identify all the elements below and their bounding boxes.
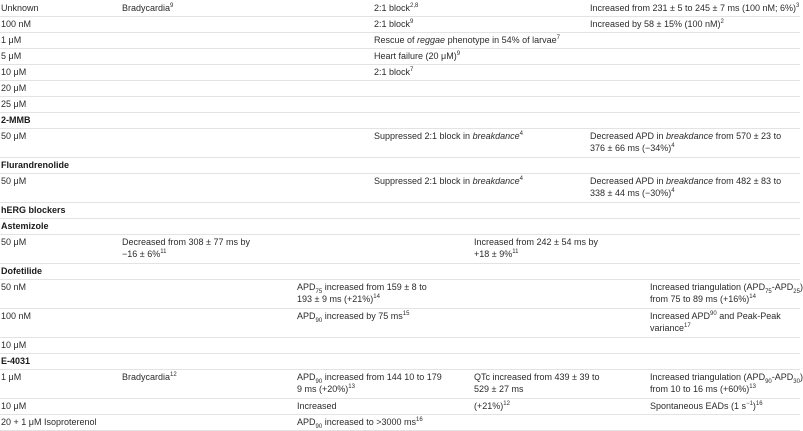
table-cell: 50 μM: [1, 131, 27, 141]
table-cell: 5 μM: [1, 51, 22, 61]
table-row: [0, 279, 803, 309]
table-cell: $APD_{90}$ increased from 144 10 to 179 9 ms $(+20\%)^{13}$: [297, 372, 442, 394]
table-row: [0, 398, 800, 415]
table-row: [0, 337, 800, 354]
table-cell: Decreased APD in breakdance from 482 ± 83 to 338 ± 44 ms $(-30\%)^4$: [590, 176, 782, 198]
table-cell: 10 μM: [1, 67, 27, 77]
table-cell: Unknown: [1, 3, 39, 13]
table-cell: Astemizole: [1, 221, 49, 231]
section-header-row: [0, 157, 800, 174]
section-header-row: [0, 218, 800, 235]
table-cell: Decreased from 308 ± 77 ms by −16 ± 6%$^{11}$: [122, 237, 250, 259]
table-cell: Flurandrenolide: [1, 160, 70, 170]
table-cell: 50 μM: [1, 176, 27, 186]
table-cell: 10 μM: [1, 340, 27, 350]
table-cell: Bradycardia$^9$: [122, 3, 174, 13]
table-cell: Heart failure (20 μM)$^9$: [374, 51, 461, 61]
table-row: [0, 234, 800, 264]
table-cell: Increased from 231 ± 5 to 245 ± 7 ms (100 nM; 6%)$^3$: [590, 3, 800, 13]
table-cell: $APD_{90}$ increased to >3000 $ms^{16}$: [297, 417, 423, 430]
table-cell: 2-MMB: [1, 115, 31, 125]
table-cell: Increased triangulation $(APD_{90}-APD_{30})$ from 10 to 16 ms $(+60\%)^{13}$: [650, 372, 803, 394]
table-cell: 2:1 block$^7$: [374, 67, 414, 77]
table-cell: hERG blockers: [1, 205, 66, 215]
table-cell: 50 nM: [1, 282, 27, 292]
table-cell: E-4031: [1, 356, 31, 366]
table-cell: Increased by 58 ± 15% (100 nM)$^2$: [590, 19, 724, 29]
table-cell: 100 nM: [1, 19, 32, 29]
table-cell: Decreased APD in breakdance from 570 ± 23 to 376 ± 66 ms $(-34\%)^4$: [590, 131, 782, 153]
table-cell: Dofetilide: [1, 266, 43, 276]
table-cell: 100 nM: [1, 311, 32, 321]
table-cell: Increased from 242 ± 54 ms by +18 ± 9%$^{11}$: [474, 237, 598, 259]
table-row: [0, 0, 800, 17]
table-cell: Suppressed 2:1 block in breakdance$^4$: [374, 131, 523, 141]
table-cell: 25 μM: [1, 99, 27, 109]
table-cell: Bradycardia$^{12}$: [122, 372, 177, 382]
table-row: [0, 16, 800, 33]
table-cell: QTc increased from 439 ± 39 to 529 ± 27 ms: [474, 372, 600, 394]
table-cell: $APD_{90}$ increased by 75 $ms^{15}$: [297, 311, 410, 324]
table-row: [0, 308, 800, 338]
table-row: [0, 64, 800, 81]
section-header-row: [0, 263, 800, 280]
table-cell: 50 μM: [1, 237, 27, 247]
table-cell: $(+21\%)^{12}$: [474, 401, 510, 411]
section-header-row: [0, 353, 800, 370]
table-cell: 20 μM: [1, 83, 27, 93]
table-row: [0, 32, 800, 49]
section-header-row: [0, 202, 800, 219]
table-row: [0, 369, 803, 399]
table-cell: Increased: [297, 401, 337, 411]
table-cell: Rescue of reggae phenotype in 54% of larvae$^7$: [374, 35, 560, 45]
table-cell: Suppressed 2:1 block in breakdance$^4$: [374, 176, 523, 186]
table-cell: 2:1 block$^{2,8}$: [374, 3, 419, 13]
table-row: [0, 80, 800, 97]
table-cell: 1 μM: [1, 35, 22, 45]
table-cell: 1 μM: [1, 372, 22, 382]
table-cell: 10 μM: [1, 401, 27, 411]
table-cell: Spontaneous EADs (1 $s^{-1})^{16}$: [650, 401, 763, 411]
table-cell: $APD_{75}$ increased from 159 ± 8 to 193 ± 9 ms $(+21\%)^{14}$: [297, 282, 427, 304]
table-cell: Increased triangulation $(APD_{75}-APD_{25})$ from 75 to 89 ms $(+16\%)^{14}$: [650, 282, 803, 304]
table-row: [0, 48, 800, 65]
table-row: [0, 414, 800, 431]
table-row: [0, 128, 800, 158]
table-row: [0, 173, 800, 203]
table-cell: Increased APD$^{90}$ and Peak-Peak variance$^{17}$: [650, 311, 781, 333]
table-cell: 2:1 block$^9$: [374, 19, 414, 29]
table-cell: 20 + 1 μM Isoproterenol: [1, 417, 97, 427]
table-row: [0, 96, 800, 113]
section-header-row: [0, 112, 800, 129]
